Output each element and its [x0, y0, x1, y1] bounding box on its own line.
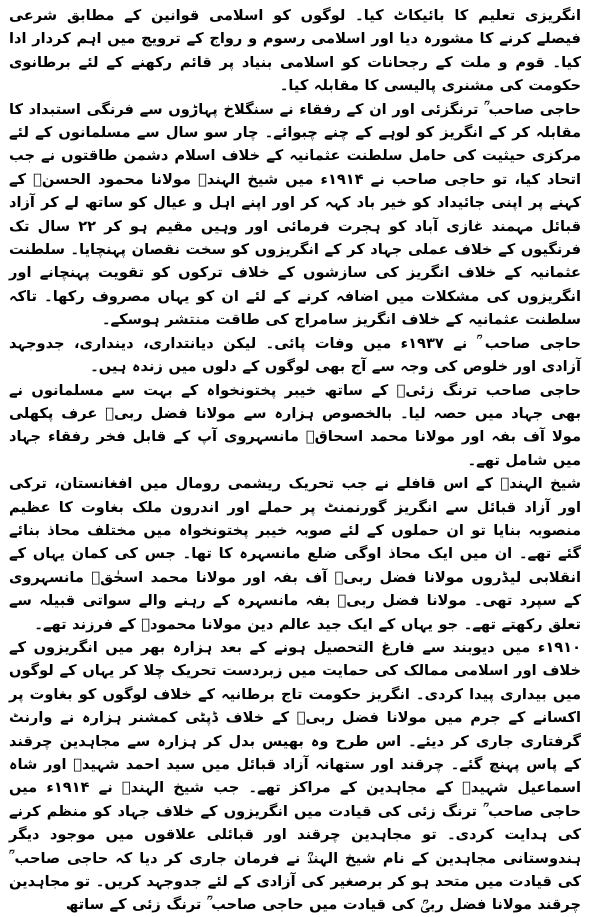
- paragraph-hazara-companions: حاجی صاحب ترنگ زئیؒ کے ساتھ خیبر پختونخواہ کے بہت سے مسلمانوں نے بھی جہاد میں حصہ لیا۔ بالخصوص ہزارہ سے مولانا فضل ربیؒ عرف پکھلی مولا آف بفہ اور مولانا محمد اسحاقؒ مانسہروی آپ کے قابل فخر رفقاء جہاد میں شامل تھے۔: [9, 381, 581, 469]
- paragraph-boycott: انگریزی تعلیم کا بائیکاٹ کیا۔ لوگوں کو اسلامی قوانین کے مطابق شرعی فیصلے کرنے کا مشورہ دیا اور اسلامی رسوم و رواج کے ترویج میں اہم کردار ادا کیا۔ قوم و ملت کے رجحانات کو اسلامی بنیاد پر قائم رکھنے کے لئے برطانوی حکومت کی مشنری پالیسی کا مقابلہ کیا۔: [9, 7, 581, 95]
- paragraph-haji-sahib-jihad: حاجی صاحب ؒ ترنگزئی اور ان کے رفقاء نے سنگلاخ پہاڑوں سے فرنگی استبداد کا مقابلہ کر کے انگریز کو لوہے کے چنے چبوائے۔ چار سو سال سے مسلمانوں کے لئے مرکزی حیثیت کی حامل سلطنت عثمانیہ کے خلاف اسلام دشمن طاقتوں نے جب اتحاد کیا، تو حاجی صاحب نے ۱۹۱۴ء میں شیخ الہندؒ مولانا محمود الحسنؒ کے کہنے پر اپنی جائیداد کو خیر باد کہہ کر اور اپنے اہل و عیال کو ساتھ لے کر آزاد قبائل مہمند غازی آباد کو ہجرت فرمائی اور وہیں مقیم ہو کر ۲۲ سال تک فرنگیوں کے خلاف عملی جہاد کر کے انگریزوں کو سخت نقصان پہنچایا۔ سلطنت عثمانیہ کے خلاف انگریز کی سازشوں کے خلاف ترکوں کو تقویت پہنچانے اور انگریزوں کی مشکلات میں اضافہ کرنے کے لئے ان کو یہاں مصروف رکھا۔ تاکہ سلطنت عثمانیہ کے خلاف انگریز سامراج کی طاقت منتشر ہوسکے۔: [9, 100, 582, 329]
- paragraph-haji-sahib-death: حاجی صاحب ؒ نے ۱۹۳۷ء میں وفات پائی۔ لیکن دیانتداری، دینداری، جدوجہد آزادی اور خلوص کی وجہ سے آج بھی لوگوں کے دلوں میں زندہ ہیں۔: [9, 334, 581, 376]
- paragraph-silk-letter-movement: شیخ الہندؒ کے اس قافلے نے جب تحریک ریشمی رومال میں افغانستان، ترکی اور آزاد قبائل سے انگریز گورنمنٹ پر حملے اور اندرون ملک بغاوت کا عظیم منصوبہ بنایا تو ان حملوں کے لئے صوبہ خیبر پختونخواہ میں مختلف محاذ بنائے گئے تھے۔ ان میں ایک محاذ اوگی ضلع مانسہرہ کا تھا۔ جس کی کمان یہاں کے انقلابی لیڈروں مولانا فضل ربیؒ آف بفہ اور مولانا محمد اسحٰقؒ مانسہروی کے سپرد تھی۔ مولانا فضل ربیؒ بفہ مانسہرہ کے رہنے والے سواتی قبیلہ سے تعلق رکھتے تھے۔ جو یہاں کے ایک جید عالم دین مولانا محمودؒ کے فرزند تھے۔: [9, 475, 581, 633]
- paragraph-maulana-fazal-rabi: ۱۹۱۰ء میں دیوبند سے فارغ التحصیل ہونے کے بعد ہزارہ بھر میں انگریزوں کے خلاف اور اسلامی ممالک کی حمایت میں زبردست تحریک چلا کر یہاں کے لوگوں میں بیداری پیدا کردی۔ انگریز حکومت تاج برطانیہ کے خلاف لوگوں کو بغاوت پر اکسانے کے جرم میں مولانا فضل ربیؒ کے خلاف ڈپٹی کمشنر ہزارہ نے وارنٹ گرفتاری جاری کر دیئے۔ اس طرح وہ بھیس بدل کر ہزارہ سے مجاہدین چرقند کے پاس پہنچ گئے۔ چرقند اور ستھانہ آزاد قبائل میں سید احمد شہیدؒ اور شاہ اسماعیل شہیدؒ کے مجاہدین کے مراکز تھے۔ جب شیخ الہندؒ نے ۱۹۱۴ء میں حاجی صاحب ؒ ترنگ زئی کی قیادت میں انگریزوں کے خلاف جہاد کو منظم کرنے کی ہدایت کردی۔ تو مجاہدین چرقند اور قبائلی علاقوں میں موجود دیگر ہندوستانی مجاہدین کے نام شیخ الہندؒ نے فرمان جاری کر دیا کہ حاجی صاحب ؒ کی قیادت میں متحد ہو کر برصغیر کی آزادی کے لئے جدوجہد کریں۔ تو مجاہدین چرقند مولانا فضل ربیؒ کی قیادت میں حاجی صاحب ؒ ترنگ زئی کے ساتھ: [9, 638, 582, 914]
